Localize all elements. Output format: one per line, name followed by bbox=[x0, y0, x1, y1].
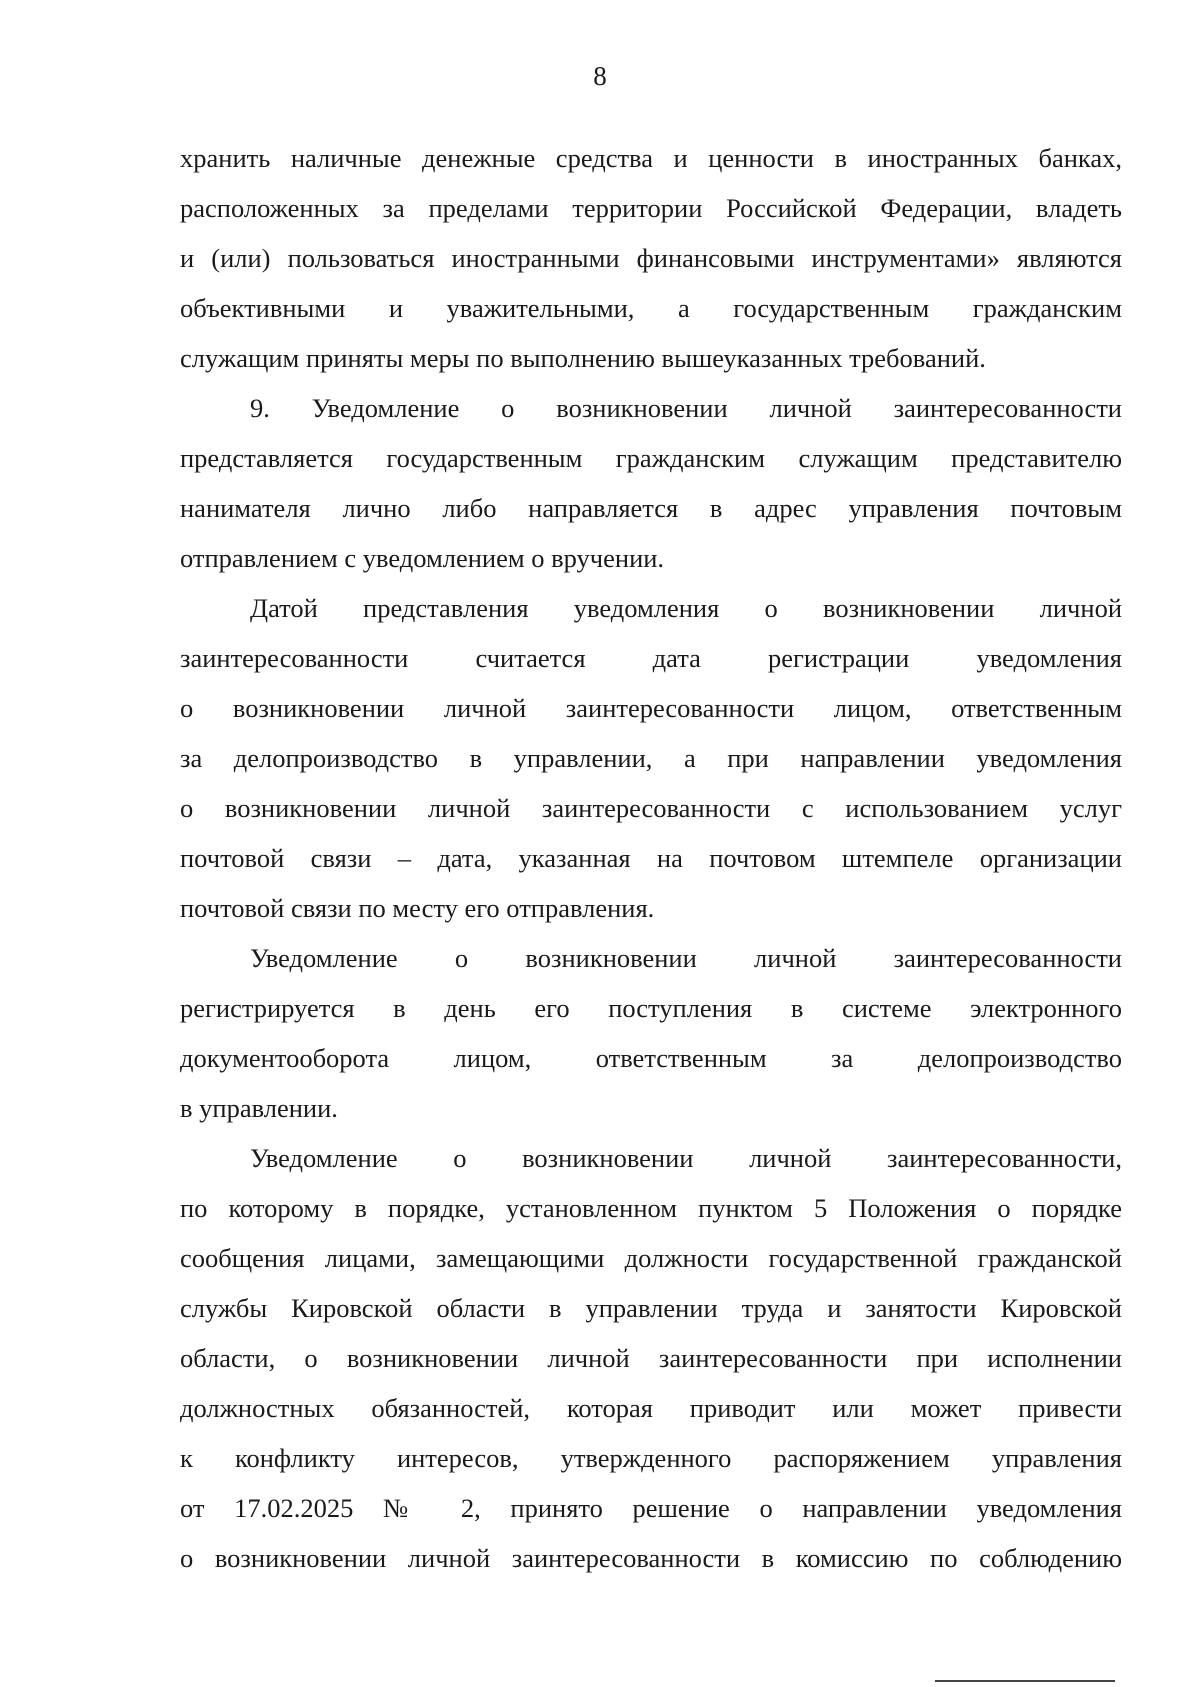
text-line: Уведомление о возникновении личной заинтересованности, bbox=[250, 1143, 1122, 1173]
text-line: 9. Уведомление о возникновении личной заинтересованности bbox=[250, 393, 1122, 423]
text-line: о возникновении личной заинтересованности лицом, ответственным bbox=[180, 693, 1122, 723]
document-body bbox=[180, 133, 1122, 1583]
text-line: объективными и уважительными, а государственным гражданским bbox=[180, 293, 1122, 323]
paragraph-item-9 bbox=[180, 383, 1122, 583]
text-line: в управлении. bbox=[180, 1093, 338, 1123]
paragraph-continuation bbox=[180, 133, 1122, 383]
text-line: области, о возникновении личной заинтересованности при исполнении bbox=[180, 1343, 1122, 1373]
text-line: нанимателя лично либо направляется в адрес управления почтовым bbox=[180, 493, 1122, 523]
text-line: о возникновении личной заинтересованности в комиссию по соблюдению bbox=[180, 1543, 1122, 1573]
bottom-divider bbox=[935, 1680, 1115, 1682]
text-line: заинтересованности считается дата регистрации уведомления bbox=[180, 643, 1122, 673]
text-line: Уведомление о возникновении личной заинтересованности bbox=[250, 943, 1122, 973]
text-line: о возникновении личной заинтересованности с использованием услуг bbox=[180, 793, 1122, 823]
text-line: отправлением с уведомлением о вручении. bbox=[180, 543, 665, 573]
text-line: расположенных за пределами территории Российской Федерации, владеть bbox=[180, 193, 1122, 223]
text-line: от 17.02.2025 № 2, принято решение о направлении уведомления bbox=[180, 1493, 1122, 1523]
text-line: по которому в порядке, установленном пунктом 5 Положения о порядке bbox=[180, 1193, 1122, 1223]
text-line: службы Кировской области в управлении труда и занятости Кировской bbox=[180, 1293, 1122, 1323]
text-line: почтовой связи по месту его отправления. bbox=[180, 893, 655, 923]
text-line: к конфликту интересов, утвержденного распоряжением управления bbox=[180, 1443, 1122, 1473]
text-line: за делопроизводство в управлении, а при направлении уведомления bbox=[180, 743, 1122, 773]
text-line: почтовой связи – дата, указанная на почтовом штемпеле организации bbox=[180, 843, 1122, 873]
text-line: документооборота лицом, ответственным за делопроизводство bbox=[180, 1043, 1122, 1073]
text-line: должностных обязанностей, которая приводит или может привести bbox=[180, 1393, 1122, 1423]
paragraph-commission-referral bbox=[180, 1133, 1122, 1583]
paragraph-submission-date bbox=[180, 583, 1122, 933]
paragraph-registration bbox=[180, 933, 1122, 1133]
text-line: сообщения лицами, замещающими должности государственной гражданской bbox=[180, 1243, 1122, 1273]
text-line: Датой представления уведомления о возникновении личной bbox=[250, 593, 1122, 623]
page-number: 8 bbox=[593, 61, 607, 91]
text-line: служащим приняты меры по выполнению вышеуказанных требований. bbox=[180, 343, 986, 373]
text-line: и (или) пользоваться иностранными финансовыми инструментами» являются bbox=[180, 243, 1122, 273]
text-line: хранить наличные денежные средства и ценности в иностранных банках, bbox=[180, 143, 1122, 173]
text-line: представляется государственным гражданским служащим представителю bbox=[180, 443, 1122, 473]
text-line: регистрируется в день его поступления в системе электронного bbox=[180, 993, 1122, 1023]
